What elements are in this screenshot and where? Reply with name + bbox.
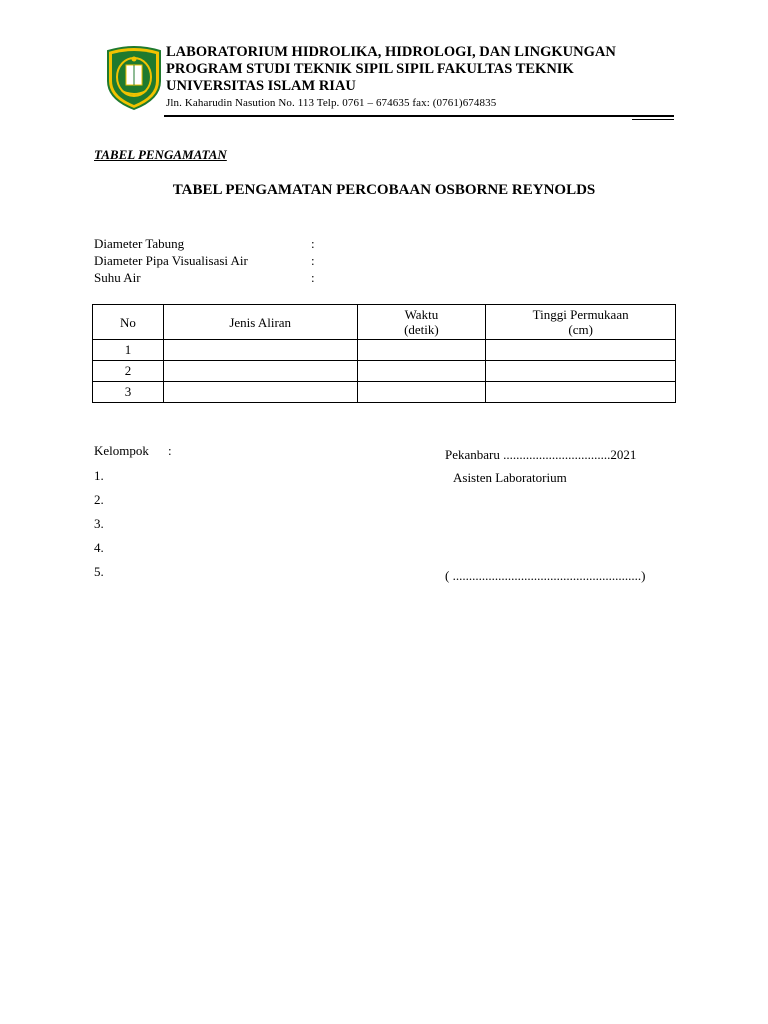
table-row	[93, 340, 676, 361]
signature-role: Asisten Laboratorium	[453, 470, 567, 485]
header-tinggi-line2: (cm)	[568, 322, 593, 337]
shield-emblem-icon	[104, 45, 164, 111]
header-divider-short	[632, 119, 674, 120]
row-number: 2	[93, 361, 164, 382]
header-program-name: PROGRAM STUDI TEKNIK SIPIL SIPIL FAKULTAS TEKNIK	[166, 61, 574, 77]
cell-tinggi	[486, 340, 676, 361]
group-member-3: 3.	[94, 516, 104, 531]
header-jenis-aliran: Jenis Aliran	[163, 305, 357, 340]
field-label-diameter-pipa: Diameter Pipa Visualisasi Air	[94, 253, 248, 268]
group-member-1: 1.	[94, 468, 104, 483]
table-row	[93, 361, 676, 382]
header-university-name: UNIVERSITAS ISLAM RIAU	[166, 78, 356, 94]
table-header-row	[93, 305, 676, 340]
row-number: 3	[93, 382, 164, 403]
document-title: TABEL PENGAMATAN PERCOBAAN OSBORNE REYNOLDS	[172, 182, 596, 198]
cell-tinggi	[486, 361, 676, 382]
header-waktu-line1: Waktu	[404, 307, 439, 322]
cell-jenis-aliran	[163, 340, 357, 361]
header-tinggi	[486, 305, 676, 340]
group-label: Kelompok	[94, 443, 149, 458]
cell-waktu	[357, 361, 486, 382]
header-waktu-line2: (detik)	[404, 322, 439, 337]
field-colon: :	[311, 236, 315, 251]
group-member-4: 4.	[94, 540, 104, 555]
section-label: TABEL PENGAMATAN	[94, 147, 227, 162]
cell-tinggi	[486, 382, 676, 403]
header-divider	[164, 115, 674, 117]
field-label-diameter-tabung: Diameter Tabung	[94, 236, 185, 251]
row-number: 1	[93, 340, 164, 361]
field-label-suhu-air: Suhu Air	[94, 270, 141, 285]
field-colon: :	[311, 253, 315, 268]
observation-table	[92, 304, 676, 403]
field-colon: :	[311, 270, 315, 285]
signature-place-date: Pekanbaru .................................2021	[445, 447, 637, 462]
header-lab-name: LABORATORIUM HIDROLIKA, HIDROLOGI, DAN LINGKUNGAN	[166, 44, 616, 60]
group-colon: :	[168, 443, 172, 458]
university-logo	[104, 45, 164, 111]
cell-waktu	[357, 382, 486, 403]
group-member-5: 5.	[94, 564, 104, 579]
cell-waktu	[357, 340, 486, 361]
group-member-2: 2.	[94, 492, 104, 507]
table-row	[93, 382, 676, 403]
cell-jenis-aliran	[163, 382, 357, 403]
cell-jenis-aliran	[163, 361, 357, 382]
header-address: Jln. Kaharudin Nasution No. 113 Telp. 0761 – 674635 fax: (0761)674835	[166, 97, 497, 109]
signature-name-line: ( ..........................................................)	[445, 568, 646, 583]
header-tinggi-line1: Tinggi Permukaan	[532, 307, 629, 322]
header-no: No	[93, 305, 164, 340]
header-waktu	[357, 305, 486, 340]
